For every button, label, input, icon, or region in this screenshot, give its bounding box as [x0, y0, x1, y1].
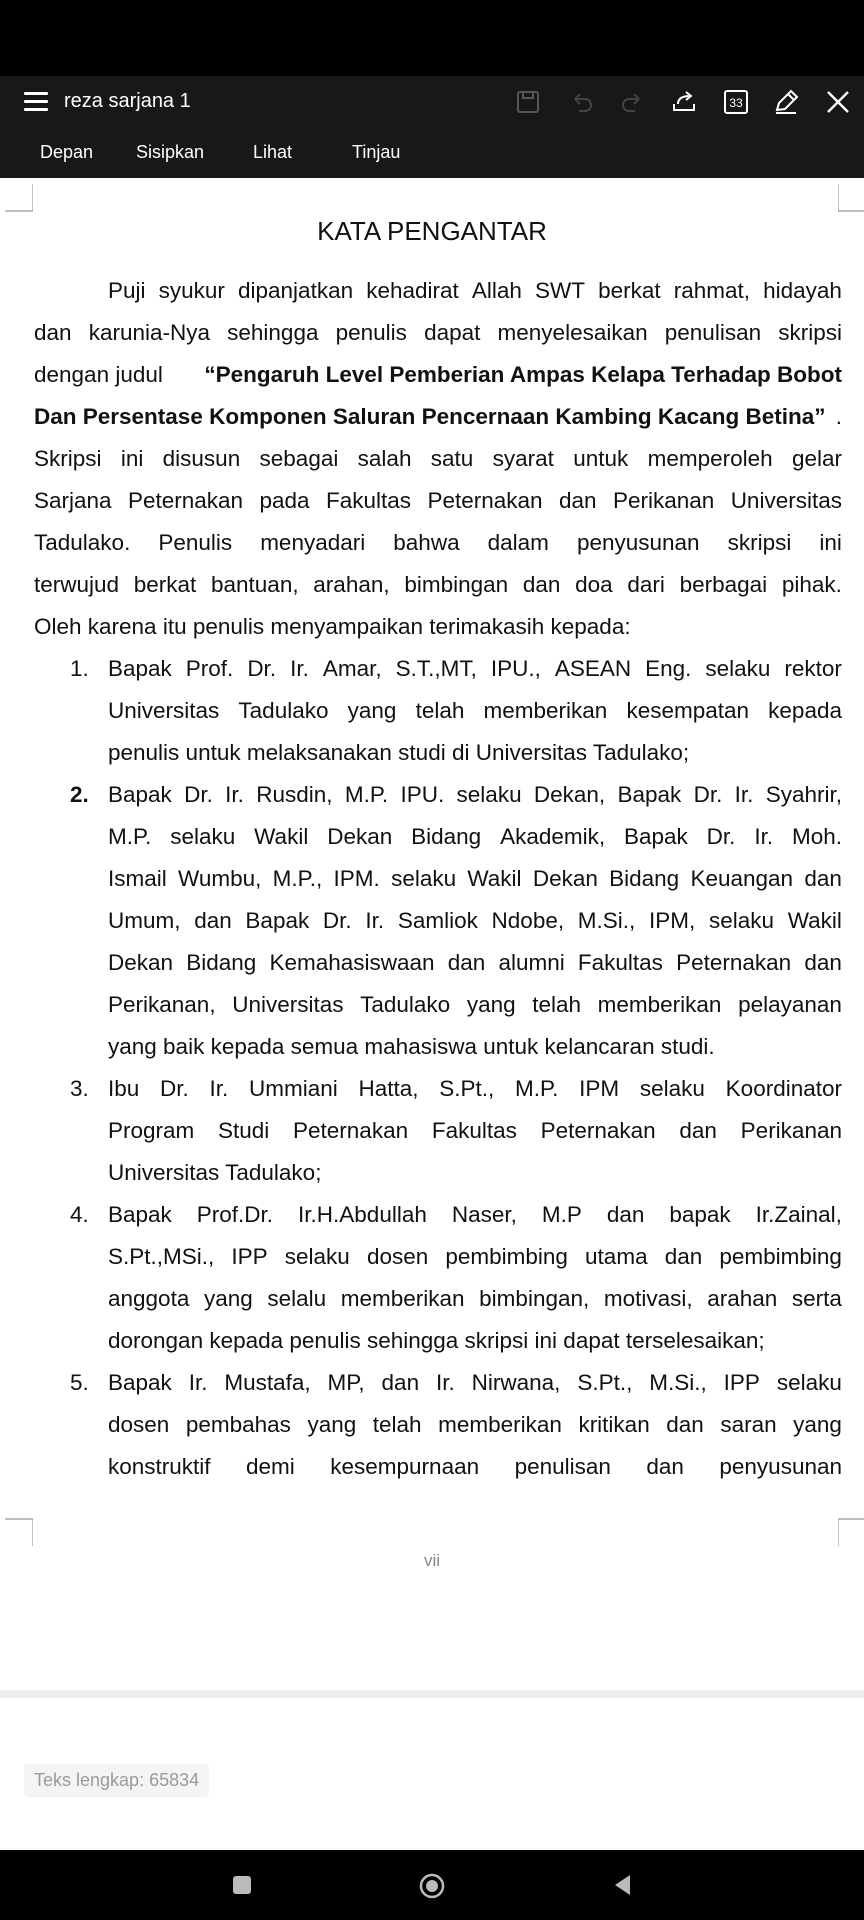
list-number: 5.: [70, 1370, 89, 1395]
line-text: Perikanan, Universitas Tadulako yang telah memberikan pelayanan: [108, 992, 842, 1017]
line-text: Bapak Prof. Dr. Ir. Amar, S.T.,MT, IPU., ASEAN Eng. selaku rektor: [108, 656, 842, 681]
tab-tinjau[interactable]: Tinjau: [352, 142, 401, 162]
line-text: dorongan kepada penulis sehingga skripsi ini dapat terselesaikan;: [108, 1328, 765, 1353]
line-text: Ibu Dr. Ir. Ummiani Hatta, S.Pt., M.P. IPM selaku Koordinator: [108, 1076, 842, 1101]
text-line: [34, 396, 842, 438]
text-line: [108, 774, 842, 816]
line-text: S.Pt.,MSi., IPP selaku dosen pembimbing utama dan pembimbing: [108, 1244, 842, 1269]
share-icon[interactable]: [668, 86, 700, 118]
home-icon[interactable]: [418, 1872, 444, 1898]
tab-lihat[interactable]: Lihat: [253, 142, 293, 162]
line-text: Sarjana Peternakan pada Fakultas Peternakan dan Perikanan Universitas: [34, 488, 842, 513]
page-corner-mark: [838, 184, 864, 212]
close-icon[interactable]: [822, 86, 854, 118]
text-line: [34, 354, 842, 396]
word-count-badge[interactable]: Teks lengkap: 65834: [24, 1764, 209, 1797]
intro-paragraph: [34, 270, 842, 648]
thesis-title-part-1: “Pengaruh Level Pemberian Ampas Kelapa Terhadap Bobot: [204, 362, 842, 387]
status-bar: [0, 0, 864, 76]
line-text: Oleh karena itu penulis menyampaikan terimakasih kepada:: [34, 614, 631, 639]
line-text: Skripsi ini disusun sebagai salah satu syarat untuk memperoleh gelar: [34, 446, 842, 471]
redo-icon[interactable]: [616, 86, 648, 118]
text-line: [108, 858, 842, 900]
line-text: Universitas Tadulako yang telah memberikan kesempatan kepada: [108, 698, 842, 723]
line-text: M.P. selaku Wakil Dekan Bidang Akademik, Bapak Dr. Ir. Moh.: [108, 824, 842, 849]
text-line: [34, 438, 842, 480]
line-text: Umum, dan Bapak Dr. Ir. Samliok Ndobe, M.Si., IPM, selaku Wakil: [108, 908, 842, 933]
line-text: Bapak Dr. Ir. Rusdin, M.P. IPU. selaku Dekan, Bapak Dr. Ir. Syahrir,: [108, 782, 842, 807]
back-icon[interactable]: [610, 1872, 636, 1898]
line-text: penulis untuk melaksanakan studi di Universitas Tadulako;: [108, 740, 690, 765]
text-line: [108, 1446, 842, 1488]
text-line: [34, 564, 842, 606]
line-text: Program Studi Peternakan Fakultas Peternakan dan Perikanan: [108, 1118, 842, 1143]
list-item-body: [108, 648, 842, 774]
line-period: .: [835, 404, 842, 429]
undo-icon[interactable]: [566, 86, 598, 118]
line-text: anggota yang selalu memberikan bimbingan, motivasi, arahan serta: [108, 1286, 842, 1311]
tab-sisipkan[interactable]: Sisipkan: [136, 142, 205, 162]
line-text: Ismail Wumbu, M.P., IPM. selaku Wakil Dekan Bidang Keuangan dan: [108, 866, 842, 891]
document-title: reza sarjana 1: [64, 90, 191, 112]
line-text: konstruktif demi kesempurnaan penulisan dan penyusunan: [108, 1454, 842, 1479]
line-text: Bapak Prof.Dr. Ir.H.Abdullah Naser, M.P dan bapak Ir.Zainal,: [108, 1202, 842, 1227]
text-line: [34, 312, 842, 354]
text-line: [108, 1236, 842, 1278]
text-line: [34, 480, 842, 522]
tab-depan[interactable]: Depan: [40, 142, 94, 162]
page-number: vii: [423, 1551, 441, 1570]
text-line: [108, 1278, 842, 1320]
text-line: [108, 942, 842, 984]
line-text: Universitas Tadulako;: [108, 1160, 322, 1185]
page-corner-mark: [838, 1518, 864, 1546]
list-item-body: [108, 774, 842, 1068]
list-number: 2.: [70, 782, 89, 807]
text-line: [108, 648, 842, 690]
text-line: [108, 1320, 842, 1362]
text-line: [108, 900, 842, 942]
list-number: 3.: [70, 1076, 89, 1101]
page-corner-mark: [5, 1518, 33, 1546]
text-line: [34, 606, 842, 648]
page-corner-mark: [5, 184, 33, 212]
line-text: Dekan Bidang Kemahasiswaan dan alumni Fakultas Peternakan dan: [108, 950, 842, 975]
text-line: [108, 1026, 842, 1068]
text-line: [34, 270, 842, 312]
list-item-body: [108, 1194, 842, 1362]
page-separator: [0, 1690, 864, 1698]
recent-apps-icon[interactable]: [229, 1872, 255, 1898]
system-nav-bar: [0, 1850, 864, 1920]
line-text: Bapak Ir. Mustafa, MP, dan Ir. Nirwana, S.Pt., M.Si., IPP selaku: [108, 1370, 842, 1395]
page-count-badge: 33: [729, 96, 743, 110]
line-text: dosen pembahas yang telah memberikan kritikan dan saran yang: [108, 1412, 842, 1437]
list-number: 4.: [70, 1202, 89, 1227]
toolbar-row: [0, 76, 864, 128]
text-line: [108, 690, 842, 732]
text-line: [108, 1194, 842, 1236]
list-item-body: [108, 1362, 842, 1488]
thesis-title-part-2: Dan Persentase Komponen Saluran Pencernaan Kambing Kacang Betina”: [34, 404, 826, 429]
text-line: [108, 732, 842, 774]
line-text: dan karunia-Nya sehingga penulis dapat menyelesaikan penulisan skripsi: [34, 320, 842, 345]
save-icon[interactable]: [512, 86, 544, 118]
text-line: [34, 522, 842, 564]
line-text: yang baik kepada semua mahasiswa untuk kelancaran studi.: [108, 1034, 715, 1059]
text-line: [108, 816, 842, 858]
text-line: [108, 1362, 842, 1404]
line-text: Tadulako. Penulis menyadari bahwa dalam penyusunan skripsi ini: [34, 530, 842, 555]
page-count-icon[interactable]: [720, 86, 752, 118]
text-line: [108, 1404, 842, 1446]
line-text: dengan judul: [34, 362, 163, 387]
text-line: [108, 984, 842, 1026]
line-text: terwujud berkat bantuan, arahan, bimbingan dan doa dari berbagai pihak.: [34, 572, 842, 597]
text-line: [108, 1068, 842, 1110]
list-item-body: [108, 1068, 842, 1194]
list-number: 1.: [70, 656, 89, 681]
text-line: [108, 1152, 842, 1194]
text-line: [108, 1110, 842, 1152]
app-toolbar: [0, 76, 864, 178]
menu-icon[interactable]: [24, 90, 48, 114]
ribbon-tabs: [0, 128, 864, 178]
line-text: Puji syukur dipanjatkan kehadirat Allah SWT berkat rahmat, hidayah: [108, 278, 842, 303]
page-heading: KATA PENGANTAR: [317, 216, 547, 246]
edit-icon[interactable]: [770, 86, 802, 118]
